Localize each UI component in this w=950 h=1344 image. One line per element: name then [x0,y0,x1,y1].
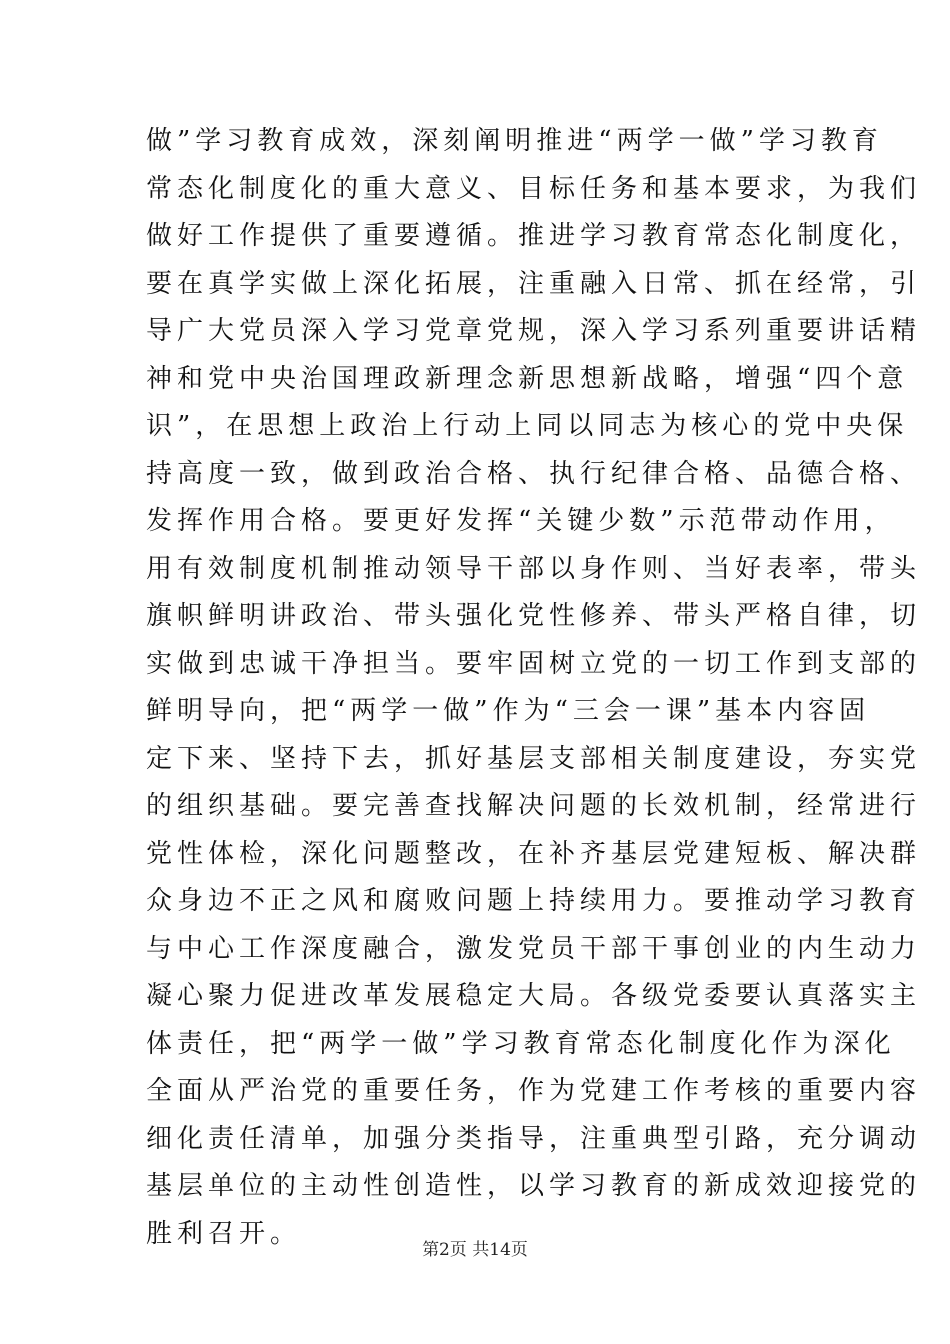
text-line: 神和党中央治国理政新理念新思想新战略，增强“四个意 [146,363,909,394]
text-line: 导广大党员深入学习党章党规，深入学习系列重要讲话精 [146,316,922,346]
text-line: 持高度一致，做到政治合格、执行纪律合格、品德合格、 [146,458,922,489]
text-line: 做”学习教育成效，深刻阐明推进“两学一做”学习教育 [146,126,883,156]
text-line: 与中心工作深度融合，激发党员干部干事创业的内生动力 [146,933,922,964]
text-line: 做好工作提供了重要遵循。推进学习教育常态化制度化， [146,221,922,251]
text-line: 常态化制度化的重大意义、目标任务和基本要求，为我们 [146,173,922,204]
text-line: 定下来、坚持下去，抓好基层支部相关制度建设，夯实党 [146,743,922,774]
text-line: 的组织基础。要完善查找解决问题的长效机制，经常进行 [146,791,922,821]
text-line: 众身边不正之风和腐败问题上持续用力。要推动学习教育 [146,886,922,916]
body-paragraph [146,118,922,1258]
text-line: 党性体检，深化问题整改，在补齐基层党建短板、解决群 [146,838,922,869]
text-line: 体责任，把“两学一做”学习教育常态化制度化作为深化 [146,1028,896,1059]
text-line: 要在真学实做上深化拓展，注重融入日常、抓在经常，引 [146,268,922,299]
text-line: 鲜明导向，把“两学一做”作为“三会一课”基本内容固 [146,696,871,726]
text-line: 胜利召开。 [146,1218,302,1249]
text-line: 凝心聚力促进改革发展稳定大局。各级党委要认真落实主 [146,981,922,1011]
text-line: 识”，在思想上政治上行动上同以同志为核心的党中央保 [146,411,909,441]
text-line: 基层单位的主动性创造性，以学习教育的新成效迎接党的 [146,1171,922,1201]
text-line: 旗帜鲜明讲政治、带头强化党性修养、带头严格自律，切 [146,601,922,631]
text-line: 发挥作用合格。要更好发挥“关键少数”示范带动作用， [146,506,896,536]
page-number-footer: 第2页 共14页 [422,1240,528,1260]
text-line: 细化责任清单，加强分类指导，注重典型引路，充分调动 [146,1123,922,1154]
text-line: 全面从严治党的重要任务，作为党建工作考核的重要内容 [146,1076,922,1106]
text-line: 用有效制度机制推动领导干部以身作则、当好表率，带头 [146,553,922,584]
text-line: 实做到忠诚干净担当。要牢固树立党的一切工作到支部的 [146,648,922,679]
